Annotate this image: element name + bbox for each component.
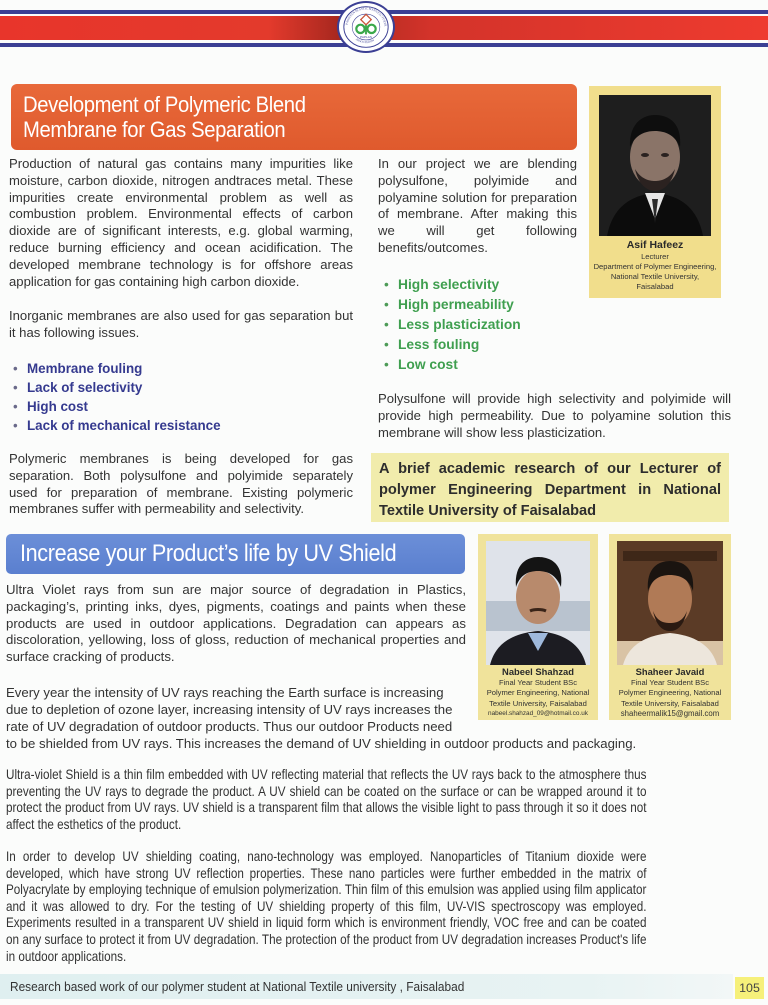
profile-card-shaheer-javaid (609, 534, 731, 720)
svg-text:PAPLAS: PAPLAS (360, 35, 372, 40)
profile-photo (486, 541, 590, 665)
section-title-uv-shield (6, 534, 465, 574)
profile-line: Final Year Student BSc (498, 678, 578, 687)
benefit-item: • Less fouling (384, 335, 521, 355)
profile-caption (589, 239, 721, 292)
profile-photo (617, 541, 723, 665)
benefit-item: • High selectivity (384, 275, 521, 295)
footer-caption: Research based work of our polymer student at National Textile university , Faisalabad (10, 979, 465, 994)
person-portrait-icon (599, 95, 711, 236)
association-logo (337, 1, 395, 53)
section-title: Increase your Product’s life by UV Shield (20, 540, 397, 567)
polymeric-paragraph: Polymeric membranes is being developed for gas separation. Both polysulfone and polyimide separately used for preparation of membrane. Existing polymeric membranes suffer with permeability and selectivity. (9, 451, 353, 517)
issue-item: • Membrane fouling (13, 359, 221, 378)
paplas-logo-icon (339, 3, 393, 51)
profile-email: shaheermalik15@gmail.com (620, 709, 720, 719)
issue-item: • Lack of mechanical resistance (13, 416, 221, 435)
uv-intro-paragraph: Ultra Violet rays from sun are major source of degradation in Plastics, packaging’s, printing inks, dyes, pigments, coatings and paints when these products are used in outdoor applications. Degradation can appears as discoloration, yellowing, loss of gloss, reduction of mechanical properties and surface cracking of products. (6, 582, 466, 665)
profile-line: Final Year Student BSc (630, 678, 710, 687)
page-footer (0, 974, 733, 999)
profile-email: nabeel.shahzad_09@hotmail.co.uk (488, 710, 588, 718)
svg-text:ASSOCIATION: ASSOCIATION (354, 37, 375, 45)
uv-intensity-paragraph-continued: to be shielded from UV rays. This increases the demand of UV shielding in outdoor products and packaging. (6, 736, 637, 751)
profile-line: Textile University, Faisalabad (489, 698, 587, 708)
profile-line: Polymer Engineering, National (618, 688, 722, 698)
top-banner (0, 0, 768, 54)
person-portrait-icon (486, 541, 590, 665)
profile-photo (599, 95, 711, 236)
issue-item: • Lack of selectivity (13, 378, 221, 397)
profile-role: Lecturer (641, 252, 669, 261)
page-number: 105 (735, 977, 764, 999)
benefit-item: • High permeability (384, 295, 521, 315)
section-title-line-2: Membrane for Gas Separation (23, 117, 286, 142)
profile-card-nabeel-shahzad (478, 534, 598, 720)
issue-item: • High cost (13, 397, 221, 416)
uv-development-text: In order to develop UV shielding coating, nano-technology was employed. Nanoparticles of Titanium dioxide were developed, which have strong UV reflection properties. These nano particles were further embedded in the matrix of Polyacrylate by employing technique of emulsion polymerization. Thin film of this emulsion was applied using film applicator and it was allowed to dry. For the testing of UV shielding property of this film, UV-VIS spectroscopy was employed. Experiments resulted in a transparent UV shield in liquid form which is environment friendly, VOC free and can be coated on any surface to protect it from UV degradation. The protection of the product from UV degradation increases Product's life in outdoor applications. (6, 849, 647, 964)
person-portrait-icon (617, 541, 723, 665)
issues-list (13, 359, 221, 435)
svg-text:PAKISTAN PLASTIC MANUFACTURERS: PAKISTAN PLASTIC MANUFACTURER (344, 6, 388, 27)
profile-caption (478, 666, 598, 719)
profile-line: Polymer Engineering, National (486, 688, 590, 698)
benefits-list (384, 275, 521, 375)
profile-name: Shaheer Javaid (635, 666, 705, 677)
uv-intensity-paragraph: Every year the intensity of UV rays reaching the Earth surface is increasing due to depletion of ozone layer, increasing intensity of UV rays increases the rate of UV degradation of outdoor products. Thus our outdoor Products need (6, 685, 453, 734)
inorganic-paragraph: Inorganic membranes are also used for gas separation but it has following issues. (9, 308, 353, 340)
lecturer-research-callout: A brief academic research of our Lecturer of polymer Engineering Department in National Textile University of Faisalabad (371, 453, 729, 522)
intro-paragraph: Production of natural gas contains many impurities like moisture, carbon dioxide, nitrogen andtraces metal. These impurities create environmental problem as well as combustion problem. Environmental effects of carbon dioxide are of significant interests, e.g. global warming, reduce burning efficiency and ocean acidification. The developed membrane technology is for offshore areas application for gas containing high carbon dioxide. (9, 156, 353, 289)
uv-development-paragraph (6, 849, 648, 965)
uv-shield-description-text: Ultra-violet Shield is a thin film embedded with UV reflecting material that reflects the UV rays back to the atmosphere thus preventing the UV rays to degrade the product. A UV shield can be coated on the surface or can be wrapped around it to protect the product from UV rays. UV shield is a transparent film that allows the visible light to pass through it so it does not affect the esthetics of the product. (6, 767, 647, 832)
profile-caption (609, 666, 731, 720)
profile-card-asif-hafeez (589, 86, 721, 298)
profile-name: Asif Hafeez (626, 239, 684, 251)
uv-shield-description (6, 767, 648, 833)
profile-department: Department of Polymer Engineering, (593, 262, 717, 271)
conclusion-paragraph: Polysulfone will provide high selectivity and polyimide will provide high permeability. Due to polyamine solution this membrane will show less plasticization. (378, 391, 731, 440)
profile-name: Nabeel Shahzad (502, 666, 574, 677)
section-title-gas-separation (11, 84, 577, 150)
profile-city: Faisalabad (636, 282, 674, 291)
benefit-item: • Low cost (384, 355, 521, 375)
project-paragraph: In our project we are blending polysulfone, polyimide and polyamine solution for preparation of membrane. After making this we will get following benefits/outcomes. (378, 156, 577, 255)
benefit-item: • Less plasticization (384, 315, 521, 335)
section-title-line-1: Development of Polymeric Blend (23, 92, 306, 117)
profile-line: Textile University, Faisalabad (621, 698, 719, 708)
profile-university: National Textile University, (610, 272, 700, 281)
